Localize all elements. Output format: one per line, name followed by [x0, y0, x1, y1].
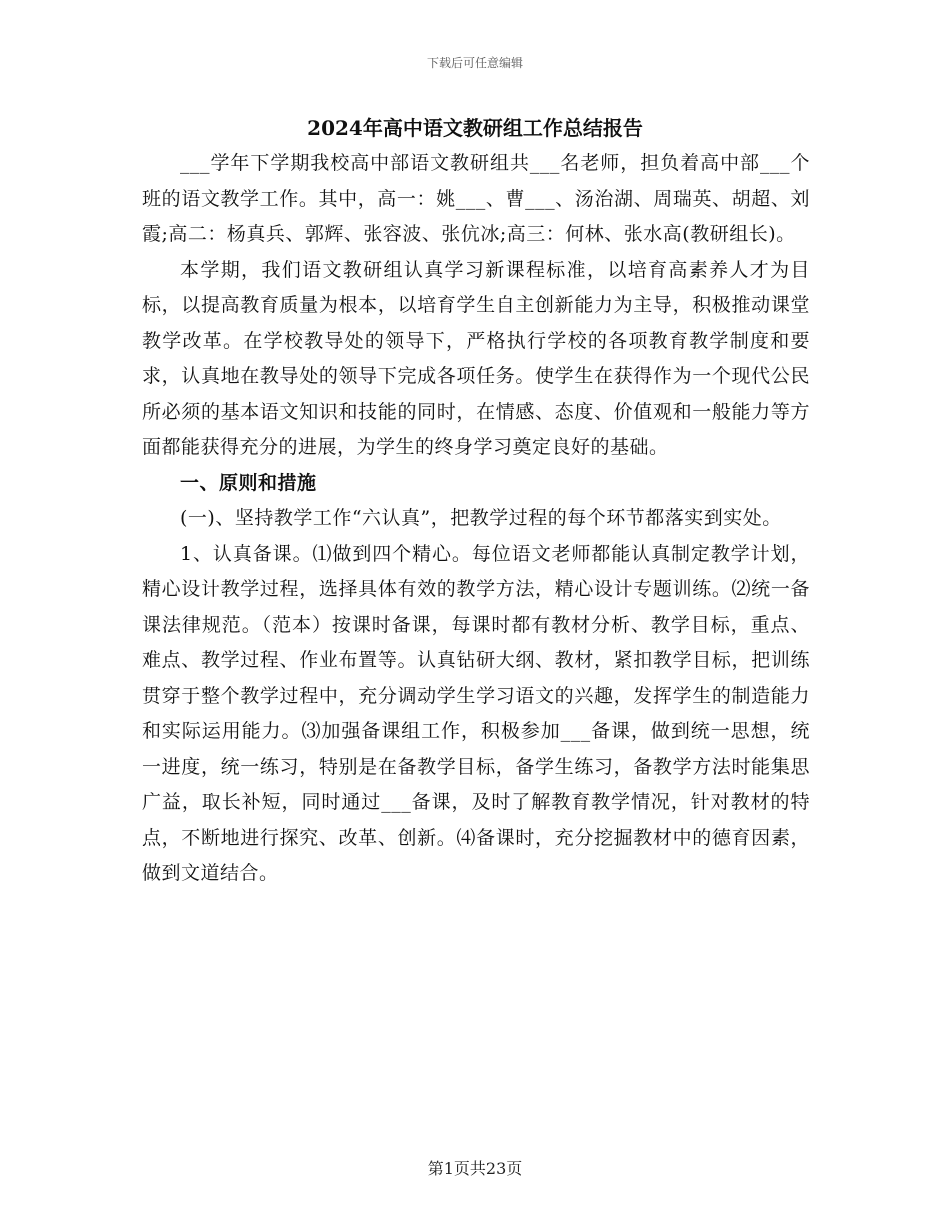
page-footer: 第1页共23页	[427, 1159, 523, 1178]
paragraph-lesson-prep: 1、认真备课。⑴做到四个精心。每位语文老师都能认真制定教学计划，精心设计教学过程，选择具体有效的教学方法，精心设计专题训练。⑵统一备课法律规范。（范本）按课时备课，每课时都有教材分析、教学目标，重点、难点、教学过程、作业布置等。认真钻研大纲、教材，紧扣教学目标，把训练贯穿于整个教学过程中，充分调动学生学习语文的兴趣，发挥学生的制造能力和实际运用能力。⑶加强备课组工作，积极参加___备课，做到统一思想，统一进度，统一练习，特别是在备教学目标，备学生练习，备教学方法时能集思广益，取长补短，同时通过___备课，及时了解教育教学情况，针对教材的特点，不断地进行探究、改革、创新。⑷备课时，充分挖掘教材中的德育因素，做到文道结合。	[142, 542, 810, 884]
header-note: 下载后可任意编辑	[426, 56, 523, 70]
paragraph-intro: ___学年下学期我校高中部语文教研组共___名老师，担负着高中部___个班的语文教学工作。其中，高一：姚___、曹___、汤治湖、周瑞英、胡超、刘霞;高二：杨真兵、郭辉、张容波、张伉冰;高三：何林、张水高(教研组长)。	[142, 152, 810, 245]
subsection-heading: (一)、坚持教学工作“六认真”，把教学过程的每个环节都落实到实处。	[180, 507, 782, 529]
section-heading: 一、原则和措施	[180, 471, 317, 494]
document-body	[142, 146, 810, 892]
document-title: 2024年高中语文教研组工作总结报告	[307, 116, 643, 140]
paragraph-goals: 本学期，我们语文教研组认真学习新课程标准，以培育高素养人才为目标，以提高教育质量为根本，以培育学生自主创新能力为主导，积极推动课堂教学改革。在学校教导处的领导下，严格执行学校的各项教育教学制度和要求，认真地在教导处的领导下完成各项任务。使学生在获得作为一个现代公民所必须的基本语文知识和技能的同时，在情感、态度、价值观和一般能力等方面都能获得充分的进展，为学生的终身学习奠定良好的基础。	[142, 258, 810, 458]
